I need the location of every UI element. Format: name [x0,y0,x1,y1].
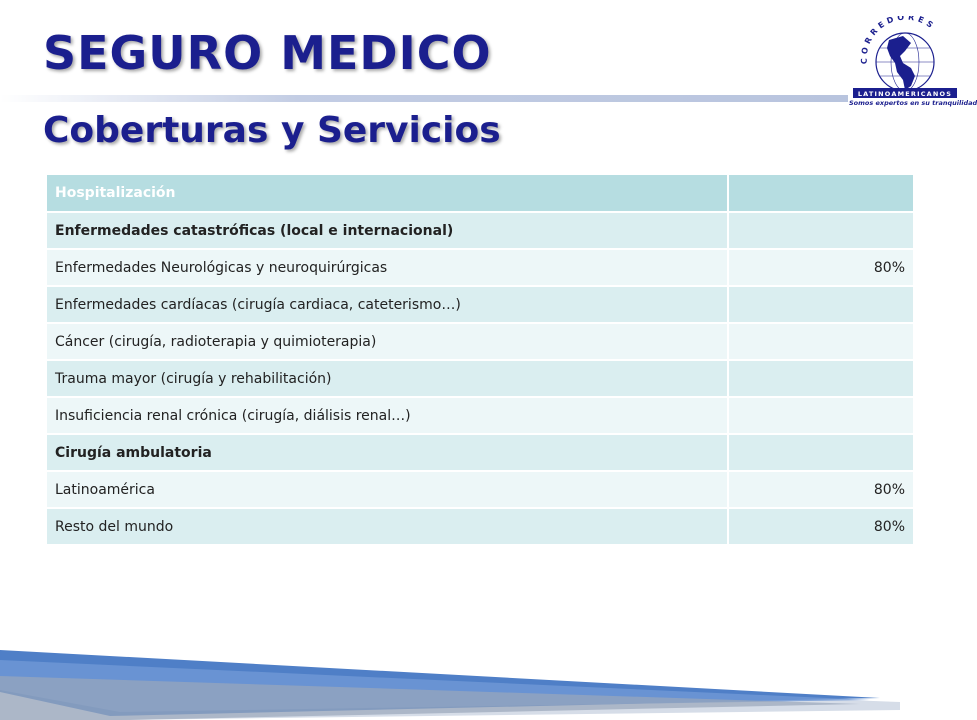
coverage-item-cell: Enfermedades Neurológicas y neuroquirúrgicas [47,249,728,286]
table-row [47,471,913,508]
slide-subtitle: Coberturas y Servicios [43,110,501,151]
coverage-percent-cell [728,397,913,434]
coverage-item-cell: Cirugía ambulatoria [47,434,728,471]
table-row [47,397,913,434]
coverage-item-cell: Trauma mayor (cirugía y rehabilitación) [47,360,728,397]
coverage-percent-cell [728,434,913,471]
coverage-percent-cell: 80% [728,471,913,508]
coverage-item-cell: Insuficiencia renal crónica (cirugía, diálisis renal…) [47,397,728,434]
coverage-table-body [47,175,913,545]
header-cell-percent [728,175,913,212]
logo-arc-text: CORREDORES [859,16,938,65]
slide-title: SEGURO MEDICO [43,26,492,80]
table-row [47,286,913,323]
coverage-percent-cell: 80% [728,249,913,286]
table-row [47,212,913,249]
coverage-item-cell: Enfermedades catastróficas (local e internacional) [47,212,728,249]
coverage-item-cell: Latinoamérica [47,471,728,508]
table-row [47,249,913,286]
header-cell-item: Hospitalización [47,175,728,212]
coverage-item-cell: Resto del mundo [47,508,728,545]
logo-band-text: LATINOAMERICANOS [857,90,953,98]
coverage-percent-cell [728,212,913,249]
corredores-logo [845,16,977,126]
table-header-row [47,175,913,212]
table-row [47,323,913,360]
bottom-swoosh-decoration [0,640,960,720]
logo-tagline: Somos expertos en su tranquilidad [849,99,977,107]
coverage-item-cell: Cáncer (cirugía, radioterapia y quimioterapia) [47,323,728,360]
table-row [47,434,913,471]
coverage-percent-cell [728,360,913,397]
coverage-percent-cell [728,323,913,360]
table-row [47,508,913,545]
coverage-item-cell: Enfermedades cardíacas (cirugía cardiaca, cateterismo…) [47,286,728,323]
coverage-percent-cell: 80% [728,508,913,545]
globe-icon [845,16,957,100]
coverage-percent-cell [728,286,913,323]
title-divider [0,95,848,102]
coverage-table [47,175,913,546]
table-row [47,360,913,397]
